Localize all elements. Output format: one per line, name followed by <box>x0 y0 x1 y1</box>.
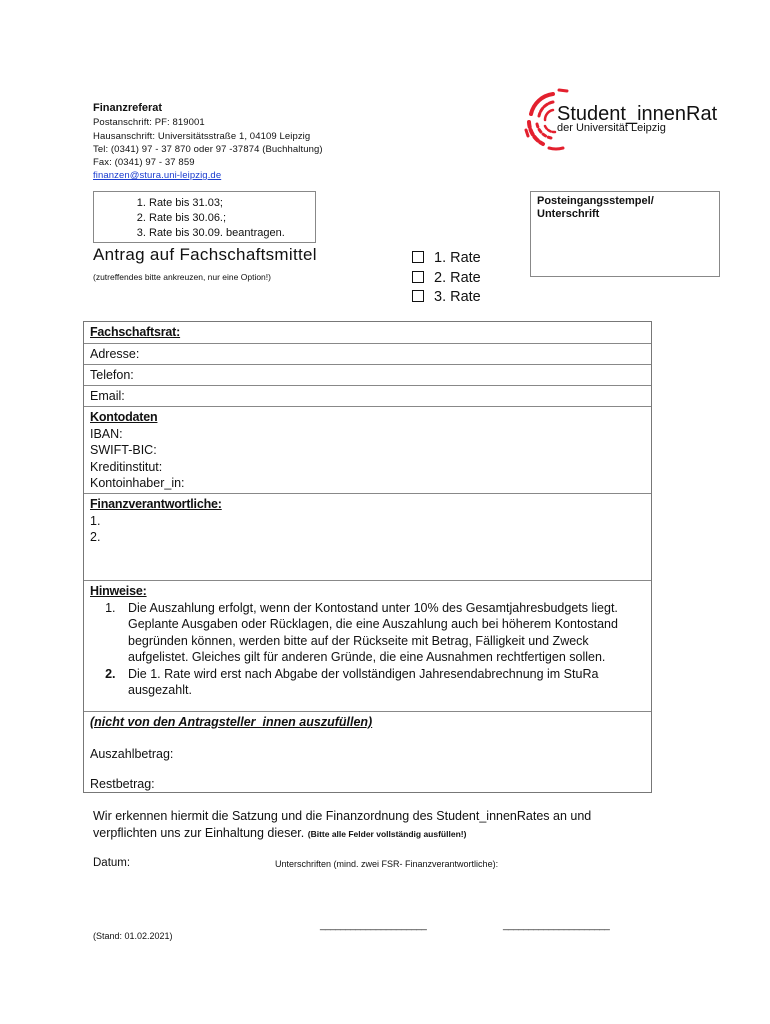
rate-option-label: 2. Rate <box>434 269 481 286</box>
form-title: Antrag auf Fachschaftsmittel <box>93 245 317 264</box>
iban-label: IBAN: <box>90 426 123 441</box>
office-note: (nicht von den Antragsteller_innen auszufüllen) <box>90 715 373 729</box>
rate-option-label: 1. Rate <box>434 250 481 266</box>
confirmation-text <box>93 808 653 842</box>
version-date: (Stand: 01.02.2021) <box>93 931 173 941</box>
stamp-signature-box[interactable] <box>530 191 720 277</box>
adresse-row[interactable] <box>84 343 651 364</box>
hinweise-section <box>84 580 651 711</box>
kontodaten-heading: Kontodaten <box>90 410 158 424</box>
office-use-section <box>84 711 651 792</box>
email-link[interactable]: finanzen@stura.uni-leipzig.de <box>93 170 222 181</box>
email-label: Email: <box>90 389 125 403</box>
signatures-label: Unterschriften (mind. zwei FSR- Finanzverantwortliche): <box>275 859 499 869</box>
fax: Fax: (0341) 97 - 37 859 <box>93 157 195 168</box>
date-label: Datum: <box>93 857 131 869</box>
finanzverantwortliche-item: 1. <box>90 513 101 528</box>
swift-label: SWIFT-BIC: <box>90 443 157 457</box>
rate-deadline-box <box>93 191 316 243</box>
finanzverantwortliche-item: 2. <box>90 530 101 544</box>
checkbox-icon[interactable] <box>412 271 424 283</box>
hinweise-item: 1. Die Auszahlung erfolgt, wenn der Kontostand unter 10% des Gesamtjahresbudgets liegt. Geplante Ausgaben oder Rücklagen, die eine Auszahlung auch bei höherem Kontostand begründen können, werden bitte auf der Rückseite mit Betrag, Fälligkeit und Zweck aufgelistet. Gleiches gilt für anderen Gründe, die eine Ausnahmen rechtfertigen sollen. <box>119 600 651 666</box>
logo-subtitle: der Universität Leipzig <box>557 122 666 134</box>
restbetrag-label: Restbetrag: <box>90 777 155 791</box>
hinweise-item: 2. Die 1. Rate wird erst nach Abgabe der vollständigen Jahresendabrechnung im StuRa ausgezahlt. <box>119 666 651 699</box>
stamp-box-label: Posteingangsstempel/ Unterschrift <box>537 195 654 220</box>
org-name: Finanzreferat <box>93 102 163 114</box>
checkbox-icon[interactable] <box>412 251 424 263</box>
confirmation-statement: Wir erkennen hiermit die Satzung und die Finanzordnung des Student_innenRates an und verpflichten uns zur Einhaltung dieser. <box>93 809 592 840</box>
rate-deadline-item: 2. Rate bis 30.06.; <box>149 211 315 226</box>
application-form <box>83 321 652 793</box>
confirmation-note: (Bitte alle Felder vollständig ausfüllen!) <box>307 828 467 839</box>
rate-deadline-item: 1. Rate bis 31.03; <box>149 196 315 211</box>
telefon-row[interactable] <box>84 364 651 385</box>
hinweise-heading: Hinweise: <box>90 584 147 598</box>
rate-option-2[interactable] <box>412 269 481 289</box>
kreditinstitut-label: Kreditinstitut: <box>90 459 163 474</box>
form-subnote: (zutreffendes bitte ankreuzen, nur eine Option!) <box>93 272 271 282</box>
fachschaftsrat-row[interactable] <box>84 322 651 343</box>
finanzverantwortliche-heading: Finanzverantwortliche: <box>90 497 222 511</box>
fachschaftsrat-label: Fachschaftsrat: <box>90 325 181 339</box>
logo-title: Student_innenRat <box>557 103 718 125</box>
postal-address: Postanschrift: PF: 819001 <box>93 117 205 128</box>
rate-options <box>412 249 481 308</box>
kontoinhaber-label: Kontoinhaber_in: <box>90 476 185 490</box>
rate-deadline-item: 3. Rate bis 30.09. beantragen. <box>149 226 315 241</box>
signature-line-2[interactable]: _____________________ <box>503 920 610 931</box>
rate-option-label: 3. Rate <box>434 289 481 305</box>
house-address: Hausanschrift: Universitätsstraße 1, 04109 Leipzig <box>93 131 311 142</box>
checkbox-icon[interactable] <box>412 290 424 302</box>
finanzverantwortliche-section[interactable] <box>84 493 651 580</box>
auszahlbetrag-label: Auszahlbetrag: <box>90 746 174 761</box>
kontodaten-section[interactable] <box>84 406 651 493</box>
telephone: Tel: (0341) 97 - 37 870 oder 97 -37874 (Buchhaltung) <box>93 144 323 155</box>
email-row[interactable] <box>84 385 651 406</box>
rate-option-3[interactable] <box>412 288 481 308</box>
signature-line-1[interactable]: _____________________ <box>320 920 427 931</box>
adresse-label: Adresse: <box>90 347 140 361</box>
telefon-label: Telefon: <box>90 368 134 382</box>
rate-option-1[interactable] <box>412 249 481 269</box>
